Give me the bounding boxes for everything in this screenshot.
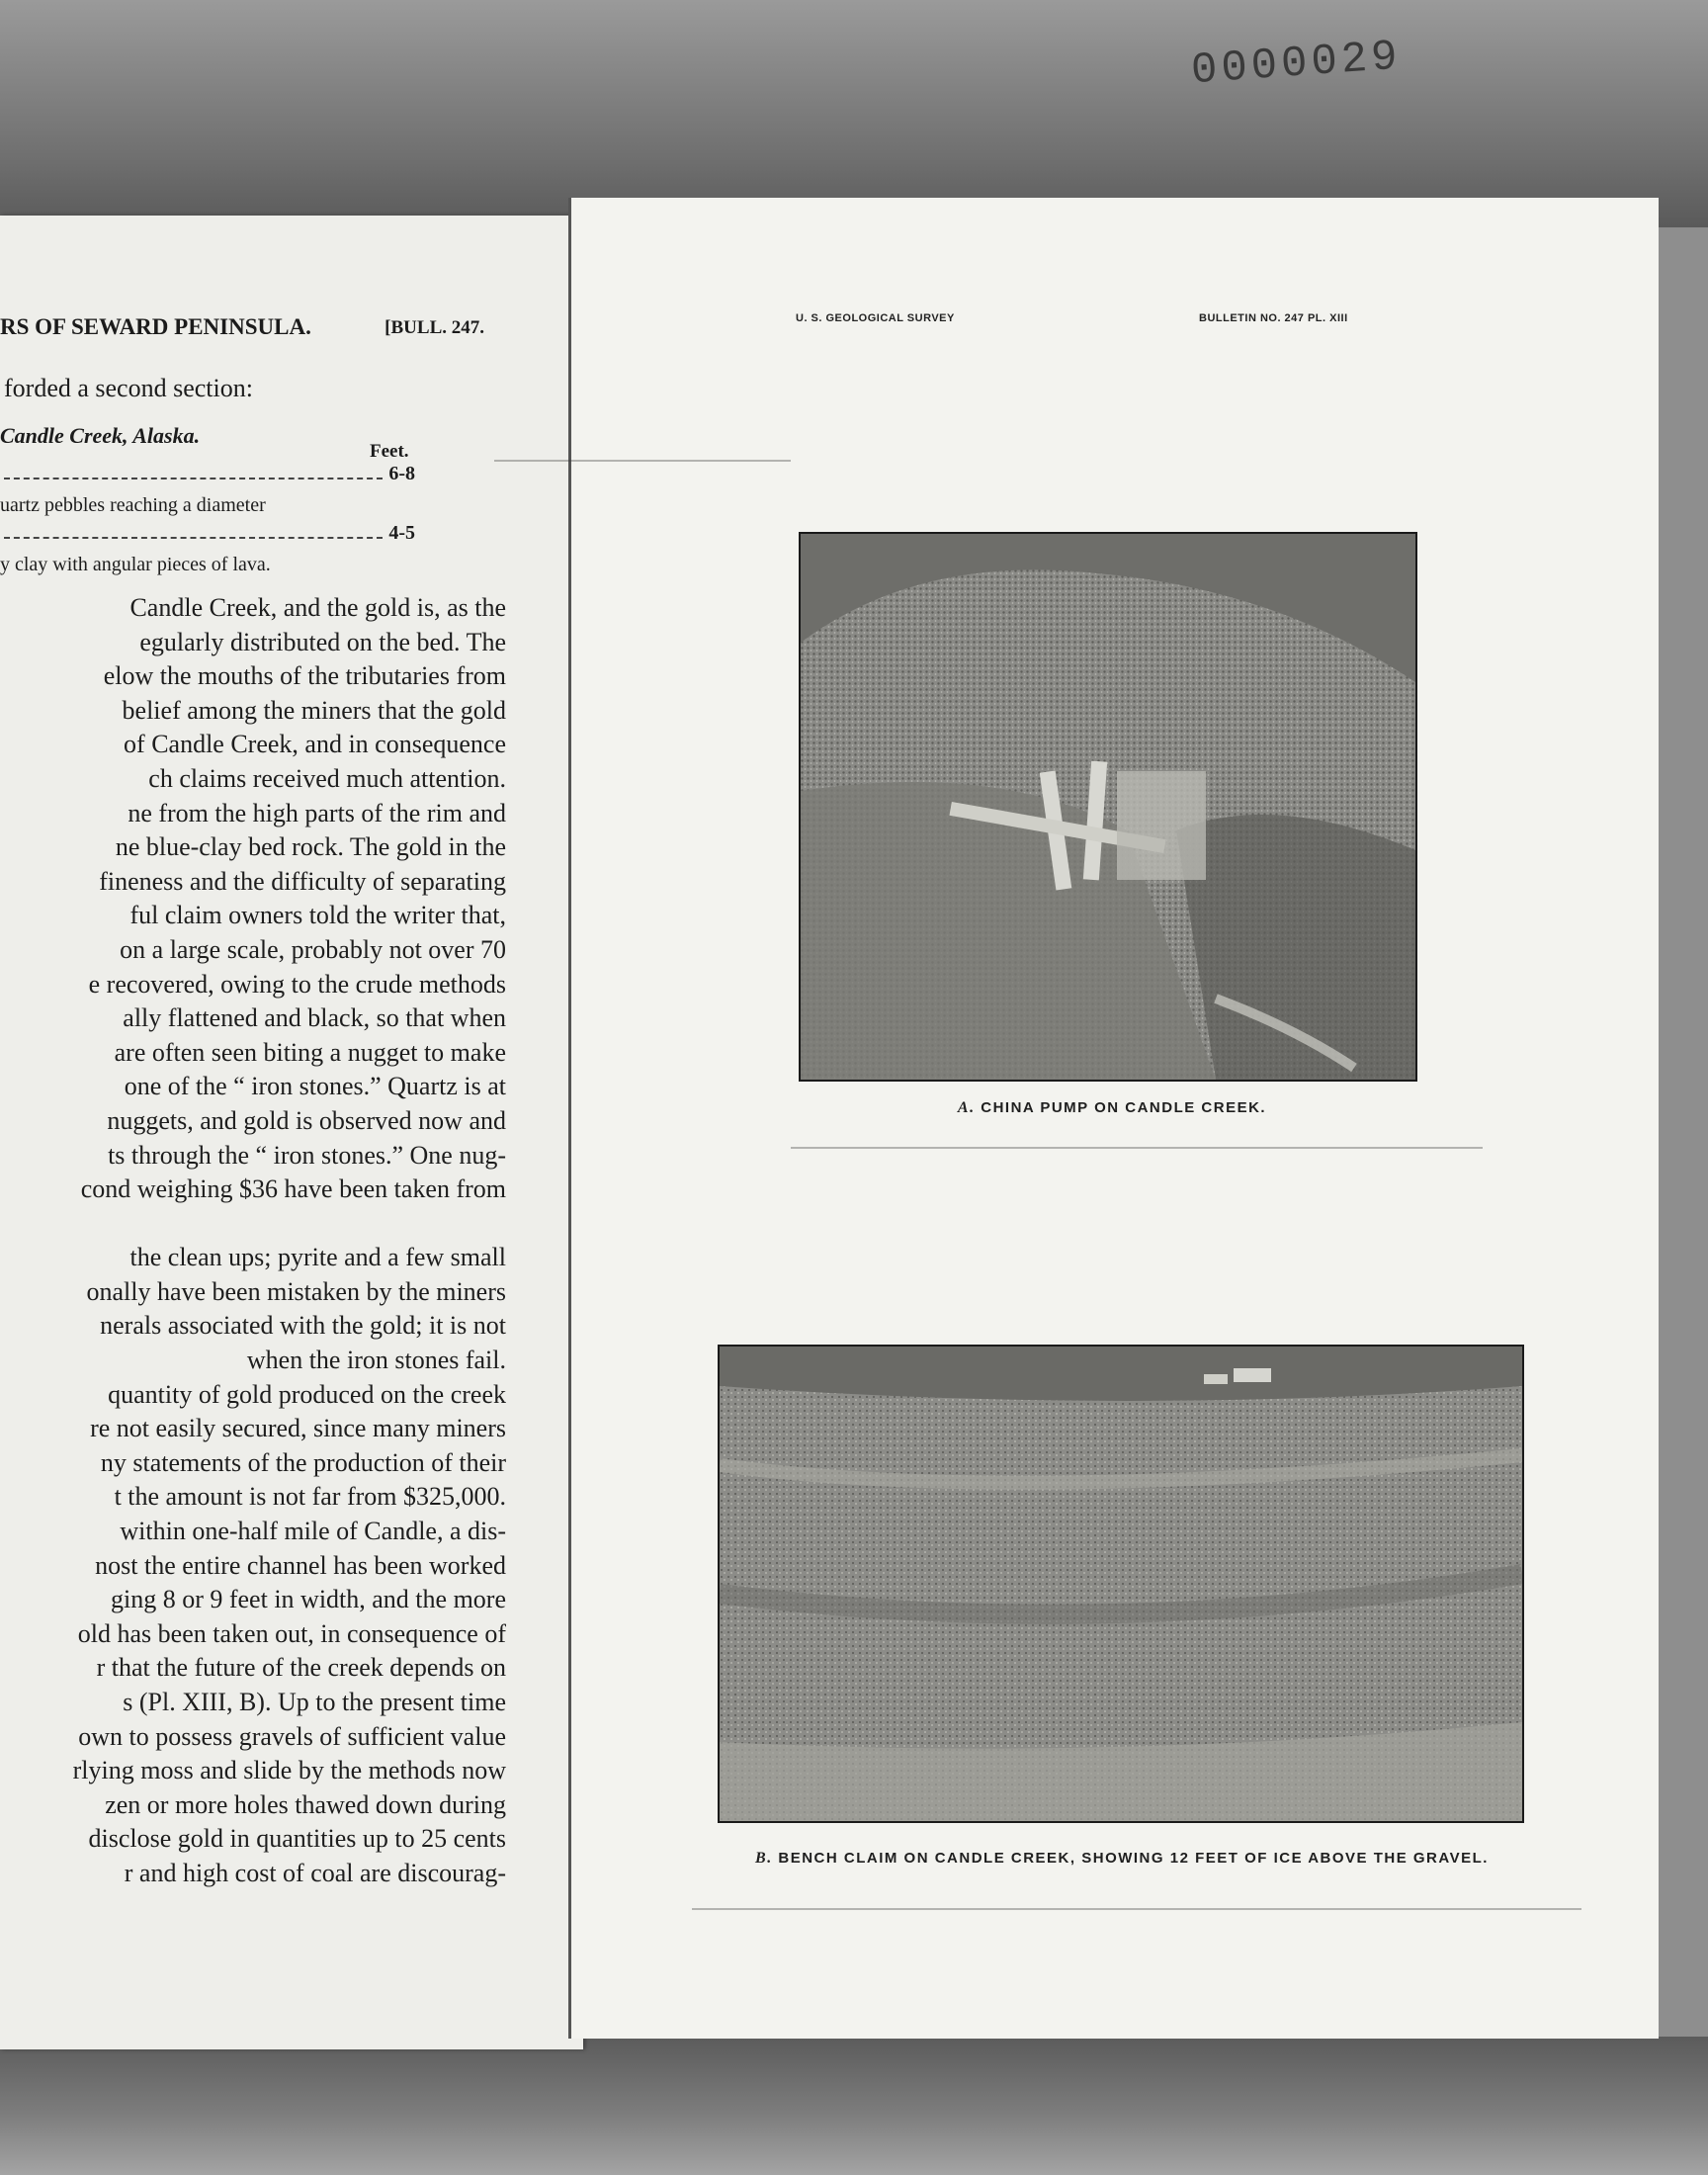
plate-a-caption-text: CHINA PUMP ON CANDLE CREEK. xyxy=(981,1099,1267,1116)
body-text-line: ne from the high parts of the rim and xyxy=(128,798,506,827)
leader-dots xyxy=(4,478,383,479)
body-text xyxy=(0,591,506,1891)
section-intro: forded a second section: xyxy=(4,374,253,402)
body-text-line: elow the mouths of the tributaries from xyxy=(103,661,506,691)
section-title: Candle Creek, Alaska. xyxy=(0,423,201,448)
photo-a-drawing xyxy=(801,534,1415,1080)
body-text-line: belief among the miners that the gold xyxy=(122,695,506,725)
scan-background-bottom xyxy=(0,2037,1708,2175)
body-text-line: fineness and the difficulty of separating xyxy=(99,866,506,896)
body-text-line: when the iron stones fail. xyxy=(246,1346,506,1375)
body-text-line: nerals associated with the gold; it is not xyxy=(100,1311,506,1341)
running-head xyxy=(0,314,484,340)
bleed-through-line xyxy=(692,1908,1581,1910)
body-text-line: ally flattened and black, so that when xyxy=(123,1003,506,1033)
body-text-line: r that the future of the creek depends on xyxy=(96,1653,506,1683)
body-text-line xyxy=(0,1207,506,1242)
body-text-line: are often seen biting a nugget to make xyxy=(114,1037,506,1067)
plate-b-caption xyxy=(726,1848,1517,1870)
leader-dots xyxy=(4,537,383,539)
section-row-value: 4-5 xyxy=(388,522,415,544)
body-text-line: cond weighing $36 have been taken from xyxy=(80,1174,506,1204)
running-head-title: RS OF SEWARD PENINSULA. xyxy=(0,314,311,339)
body-text-line: r and high cost of coal are discourag- xyxy=(124,1858,506,1887)
scan-background-top xyxy=(0,0,1708,227)
archive-stamp-number: 0000029 xyxy=(1189,32,1404,97)
body-text-line: ging 8 or 9 feet in width, and the more xyxy=(110,1585,506,1614)
section-row xyxy=(0,494,415,517)
body-text-line: own to possess gravels of sufficient value xyxy=(78,1721,506,1751)
body-text-line: ch claims received much attention. xyxy=(148,763,506,793)
bleed-through-line xyxy=(791,1147,1483,1149)
plate-header-right: BULLETIN NO. 247 PL. XIII xyxy=(1199,312,1348,324)
body-text-line: zen or more holes thawed down during xyxy=(105,1789,506,1819)
section-row xyxy=(0,463,415,485)
photo-b-drawing xyxy=(720,1347,1522,1821)
body-text-line: ny statements of the production of their xyxy=(100,1447,506,1477)
plate-b-photograph xyxy=(718,1345,1524,1823)
body-text-line: ts through the “ iron stones.” One nug- xyxy=(108,1140,506,1170)
plate-b-letter: B. xyxy=(755,1850,773,1867)
body-text-line: onally have been mistaken by the miners xyxy=(86,1276,506,1306)
bulletin-reference: [BULL. 247. xyxy=(384,317,484,338)
section-row-last: y clay with angular pieces of lava. xyxy=(0,554,271,575)
body-text-line: e recovered, owing to the crude methods xyxy=(88,969,506,999)
section-row-text: uartz pebbles reaching a diameter xyxy=(0,494,266,516)
plate-b-caption-text: BENCH CLAIM ON CANDLE CREEK, SHOWING 12 FEET OF ICE ABOVE THE GRAVEL. xyxy=(778,1850,1489,1867)
body-text-line: old has been taken out, in consequence of xyxy=(77,1618,506,1648)
body-text-line: Candle Creek, and the gold is, as the xyxy=(129,593,506,622)
body-text-line: t the amount is not far from $325,000. xyxy=(114,1482,506,1512)
feet-column-header: Feet. xyxy=(370,441,409,462)
bleed-through-line xyxy=(494,460,791,462)
section-row-value: 6-8 xyxy=(388,463,415,484)
plate-a-letter: A. xyxy=(957,1099,976,1116)
plate-a-photograph xyxy=(799,532,1417,1082)
body-text-line: of Candle Creek, and in consequence xyxy=(124,730,506,759)
body-text-line: re not easily secured, since many miners xyxy=(90,1414,506,1443)
body-text-line: disclose gold in quantities up to 25 cents xyxy=(88,1824,506,1854)
body-text-line: within one-half mile of Candle, a dis- xyxy=(120,1517,506,1546)
body-text-line: quantity of gold produced on the creek xyxy=(108,1379,506,1409)
plate-header-left: U. S. GEOLOGICAL SURVEY xyxy=(796,312,955,324)
body-text-line: nost the entire channel has been worked xyxy=(95,1550,506,1580)
body-text-line: one of the “ iron stones.” Quartz is at xyxy=(124,1072,506,1101)
body-text-line: s (Pl. XIII, B). Up to the present time xyxy=(123,1688,506,1716)
body-text-line: egularly distributed on the bed. The xyxy=(139,627,506,656)
plate-a-caption xyxy=(895,1099,1329,1117)
body-text-line: the clean ups; pyrite and a few small xyxy=(129,1243,506,1272)
body-text-line: ful claim owners told the writer that, xyxy=(129,901,506,930)
body-text-line: on a large scale, probably not over 70 xyxy=(120,934,506,964)
body-text-line: nuggets, and gold is observed now and xyxy=(107,1105,506,1135)
body-text-line: rlying moss and slide by the methods now xyxy=(72,1756,506,1785)
section-row xyxy=(0,522,415,545)
body-text-line: ne blue-clay bed rock. The gold in the xyxy=(115,832,506,862)
